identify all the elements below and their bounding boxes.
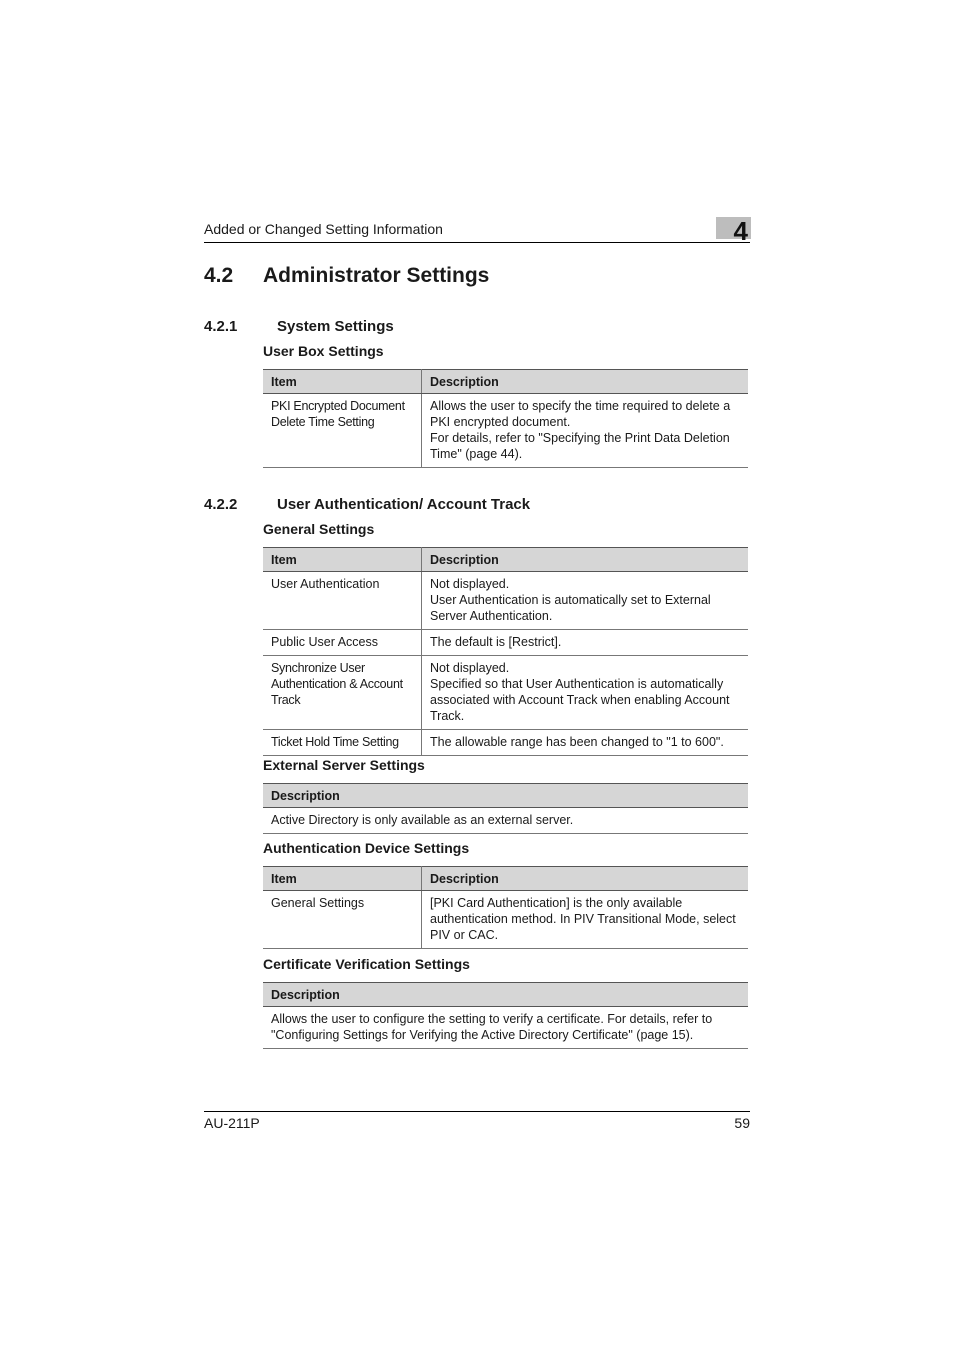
subsection-title: System Settings — [277, 318, 394, 335]
cell-line: Track. — [430, 709, 465, 723]
column-header-description: Description — [422, 548, 749, 572]
cell-line: Track — [271, 693, 301, 707]
page-footer — [204, 1111, 750, 1131]
description-cell — [422, 891, 749, 949]
table-header-row — [263, 370, 748, 394]
user-box-heading: User Box Settings — [263, 343, 384, 359]
cell-line: associated with Account Track when enabling Account — [430, 693, 730, 707]
subsection-heading-system — [204, 318, 394, 335]
description-cell — [422, 730, 749, 756]
table-header-row — [263, 867, 748, 891]
section-number: 4.2 — [204, 264, 234, 287]
cert-verification-heading: Certificate Verification Settings — [263, 956, 470, 972]
cell-line: Synchronize User — [271, 661, 365, 675]
general-settings-table — [263, 547, 748, 756]
cell-line: [PKI Card Authentication] is the only available — [430, 896, 683, 910]
auth-device-heading: Authentication Device Settings — [263, 840, 470, 856]
table-header-row — [263, 784, 748, 808]
general-settings-heading: General Settings — [263, 521, 375, 537]
cell-line: General Settings — [271, 896, 365, 910]
cell-line: Allows the user to configure the setting to verify a certificate. For details, refer to — [271, 1012, 713, 1026]
item-cell — [263, 730, 422, 756]
description-cell — [422, 572, 749, 630]
footer-model: AU-211P — [204, 1115, 260, 1131]
column-header-description: Description — [263, 784, 748, 808]
table-row — [263, 656, 748, 730]
table-row — [263, 891, 748, 949]
external-server-table — [263, 783, 748, 834]
cell-line: The default is [Restrict]. — [430, 635, 562, 649]
cell-line: PKI Encrypted Document — [271, 399, 405, 413]
description-cell — [263, 808, 748, 834]
cell-line: Active Directory is only available as an external server. — [271, 813, 574, 827]
cell-line: Public User Access — [271, 635, 378, 649]
cell-line: Time" (page 44). — [430, 447, 523, 461]
external-server-heading: External Server Settings — [263, 757, 425, 773]
table-header-row — [263, 548, 748, 572]
cert-verification-table — [263, 982, 748, 1049]
cell-line: Authentication & Account — [271, 677, 403, 691]
table-row — [263, 1007, 748, 1049]
running-header — [204, 220, 750, 243]
chapter-tab — [716, 216, 751, 246]
auth-device-table — [263, 866, 748, 949]
cell-line: For details, refer to "Specifying the Print Data Deletion — [430, 431, 730, 445]
subsection-number: 4.2.1 — [204, 318, 238, 335]
cell-line: User Authentication — [271, 577, 380, 591]
description-cell — [422, 656, 749, 730]
table-row — [263, 808, 748, 834]
cell-line: Not displayed. — [430, 661, 510, 675]
cell-line: Ticket Hold Time Setting — [271, 735, 399, 749]
column-header-item: Item — [263, 867, 422, 891]
cell-line: Allows the user to specify the time required to delete a — [430, 399, 731, 413]
subsection-heading-user-auth — [204, 496, 530, 513]
item-cell — [263, 394, 422, 468]
user-box-table — [263, 369, 748, 468]
column-header-description: Description — [263, 983, 748, 1007]
footer-page-number: 59 — [734, 1115, 750, 1131]
description-cell — [422, 394, 749, 468]
table-row — [263, 572, 748, 630]
column-header-description: Description — [422, 867, 749, 891]
table-row — [263, 630, 748, 656]
chapter-number: 4 — [733, 216, 748, 246]
section-title: Administrator Settings — [263, 264, 490, 287]
table-header-row — [263, 983, 748, 1007]
section-heading — [204, 264, 489, 288]
item-cell — [263, 572, 422, 630]
description-cell — [422, 630, 749, 656]
column-header-description: Description — [422, 370, 749, 394]
cell-line: The allowable range has been changed to "1 to 600". — [430, 735, 724, 749]
cell-line: Delete Time Setting — [271, 415, 375, 429]
cell-line: PIV or CAC. — [430, 928, 499, 942]
cell-line: Not displayed. — [430, 577, 510, 591]
column-header-item: Item — [263, 370, 422, 394]
running-header-title: Added or Changed Setting Information — [204, 221, 443, 237]
item-cell — [263, 656, 422, 730]
table-row — [263, 730, 748, 756]
cell-line: Server Authentication. — [430, 609, 553, 623]
table-row — [263, 394, 748, 468]
description-cell — [263, 1007, 748, 1049]
cell-line: User Authentication is automatically set to External — [430, 593, 711, 607]
item-cell — [263, 630, 422, 656]
cell-line: Specified so that User Authentication is automatically — [430, 677, 724, 691]
column-header-item: Item — [263, 548, 422, 572]
cell-line: "Configuring Settings for Verifying the Active Directory Certificate" (page 15). — [271, 1028, 694, 1042]
cell-line: PKI encrypted document. — [430, 415, 571, 429]
item-cell — [263, 891, 422, 949]
subsection-number: 4.2.2 — [204, 496, 238, 513]
cell-line: authentication method. In PIV Transitional Mode, select — [430, 912, 736, 926]
subsection-title: User Authentication/ Account Track — [277, 496, 531, 513]
